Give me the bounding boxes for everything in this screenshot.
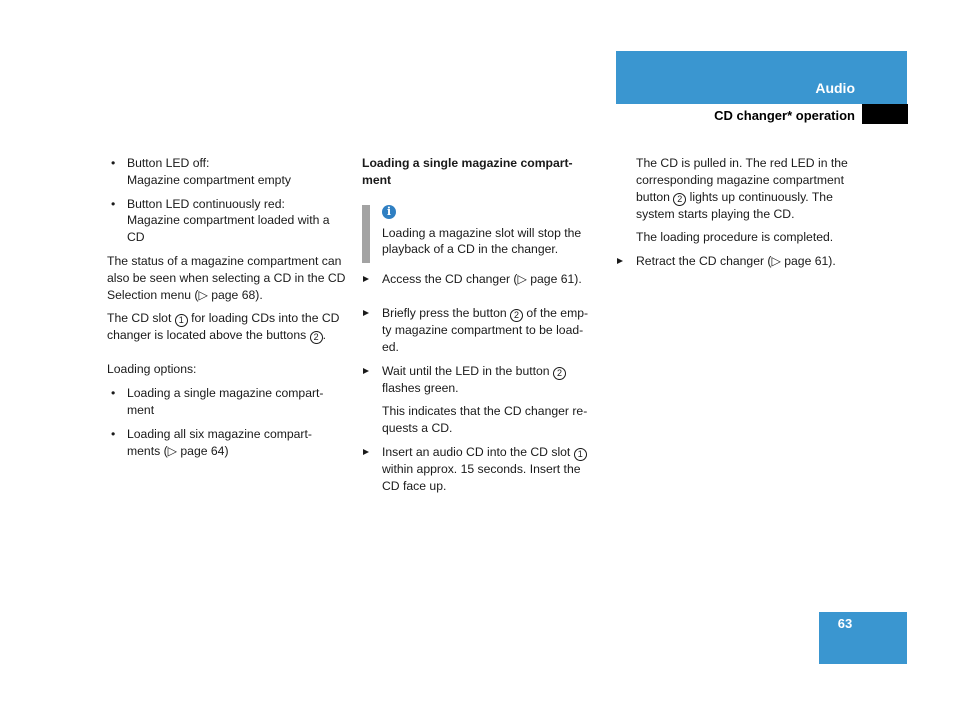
column-right [616, 155, 856, 277]
subsection-title: CD changer* operation [714, 108, 855, 123]
callout-number-2: 2 [510, 309, 523, 322]
instruction-step [362, 271, 602, 288]
info-icon: i [382, 205, 396, 219]
instruction-step [616, 253, 856, 270]
completion-paragraph: The loading procedure is completed. [636, 230, 834, 245]
column-middle [362, 155, 602, 502]
list-item: • Loading all six magazine compart- ments (▷ page 64) [107, 426, 347, 460]
step-arrow-icon [363, 310, 369, 316]
header-tab-marker [862, 104, 908, 124]
step-info: This indicates that the CD changer re- quests a CD. [382, 404, 588, 436]
page-reference[interactable]: ments (▷ page 64) [127, 443, 229, 458]
page-reference[interactable]: Retract the CD changer (▷ page 61). [636, 254, 836, 269]
list-item: • Button LED off: Magazine compartment empty [107, 155, 347, 189]
instruction-step: Insert an audio CD into the CD slot 1 within approx. 15 seconds. Insert the CD face up. [362, 444, 602, 495]
note-sidebar [362, 205, 370, 263]
step-arrow-icon [363, 276, 369, 282]
page-number: 63 [837, 616, 853, 631]
info-note: i Loading a magazine slot will stop the playback of a CD in the changer. [362, 205, 602, 259]
callout-number-1: 1 [175, 314, 188, 327]
header-banner [616, 51, 907, 104]
callout-number-2: 2 [553, 367, 566, 380]
section-heading: Loading a single magazine compart- ment [362, 156, 573, 187]
step-arrow-icon [617, 258, 623, 264]
options-label: Loading options: [107, 362, 197, 377]
instruction-step: Briefly press the button 2 of the emp- ty magazine compartment to be load- ed. [362, 305, 602, 356]
callout-number-2: 2 [310, 331, 323, 344]
callout-number-1: 1 [574, 448, 587, 461]
status-paragraph: The status of a magazine compartment can also be seen when selecting a CD in the CD Selection menu (▷ page 68). [107, 253, 346, 302]
page-reference[interactable]: Access the CD changer (▷ page 61). [382, 272, 582, 287]
list-item: • Loading a single magazine compart- ment [107, 385, 347, 419]
step-arrow-icon [363, 368, 369, 374]
page-reference[interactable]: Selection menu (▷ page 68). [107, 287, 263, 302]
cd-slot-paragraph: The CD slot 1 for loading CDs into the CD changer is located above the buttons 2 . [107, 311, 340, 343]
section-title: Audio [815, 80, 855, 96]
callout-number-2: 2 [673, 193, 686, 206]
step-arrow-icon [363, 449, 369, 455]
result-paragraph: The CD is pulled in. The red LED in the corresponding magazine compartment button 2 lights up continuously. The system starts playing the CD. [636, 156, 848, 221]
column-left [107, 155, 347, 466]
list-item: • Button LED continuously red: Magazine compartment loaded with a CD [107, 196, 347, 246]
instruction-step: Wait until the LED in the button 2 flashes green. [362, 363, 602, 397]
